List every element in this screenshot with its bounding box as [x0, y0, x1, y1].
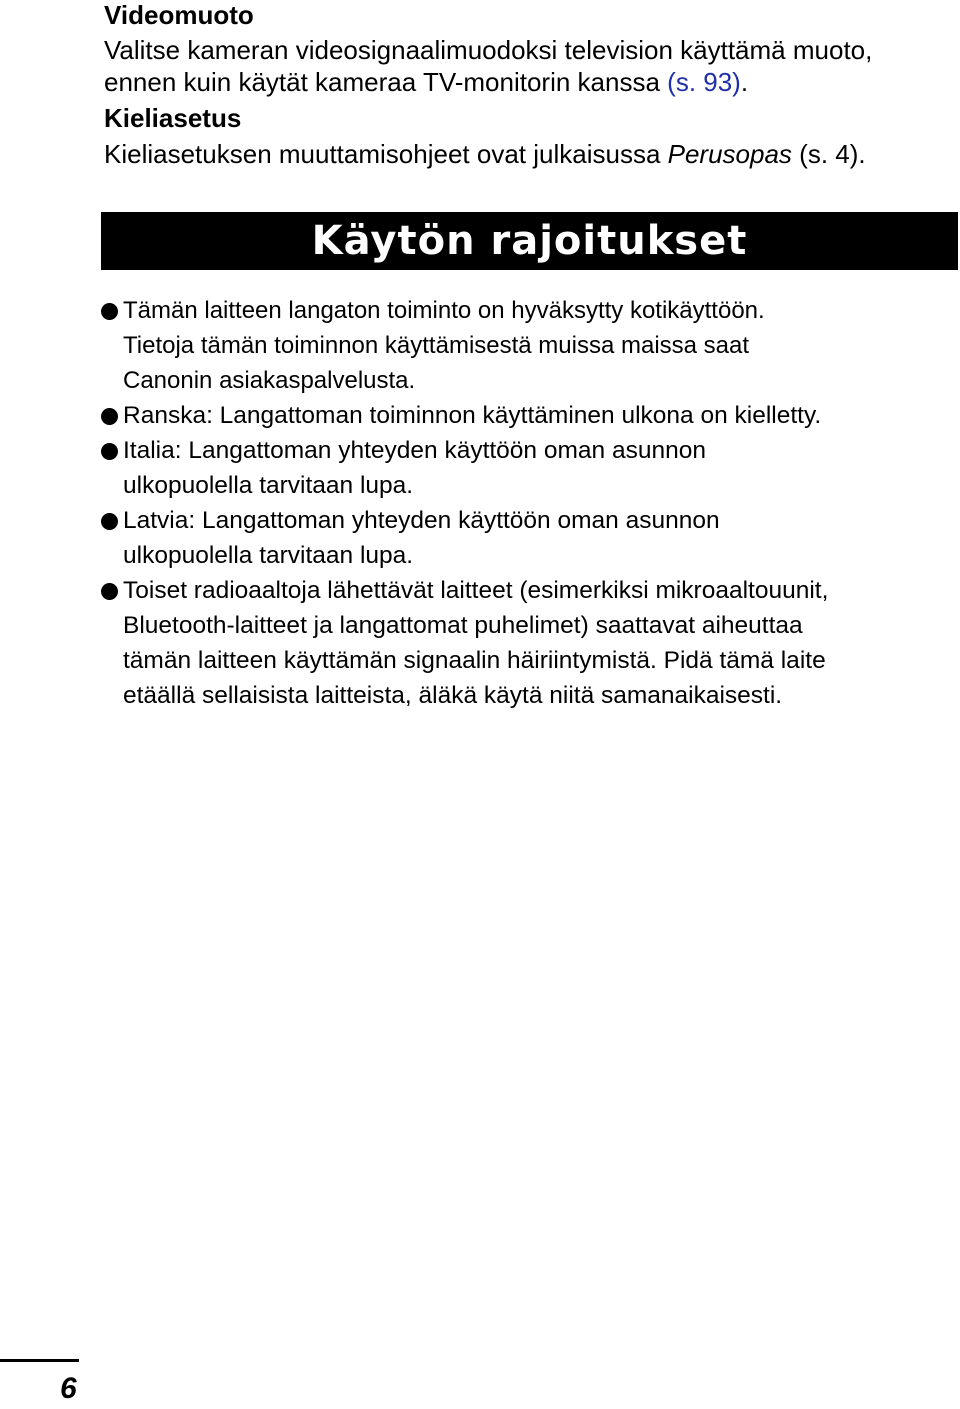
bullet-icon [101, 408, 118, 425]
basic-guide-title: Perusopas [667, 139, 792, 169]
video-format-text-line-2 [104, 67, 748, 97]
page-number: 6 [60, 1372, 77, 1405]
footer-divider [0, 1359, 79, 1362]
list-item [101, 433, 956, 503]
list-item-line: etäällä sellaisista laitteista, äläkä käytä niitä samanaikaisesti. [123, 682, 783, 709]
video-format-period: . [740, 67, 749, 97]
list-item-line: Toiset radioaaltoja lähettävät laitteet (esimerkiksi mikroaaltouunit, [123, 577, 829, 604]
list-item-line: Latvia: Langattoman yhteyden käyttöön oman asunnon [123, 507, 720, 534]
list-item [101, 573, 956, 713]
bullet-icon [101, 443, 118, 460]
list-item [101, 503, 956, 573]
list-item-line: Canonin asiakaspalvelusta. [123, 367, 416, 394]
banner-title: Käytön rajoitukset [311, 218, 748, 264]
video-format-text: ennen kuin käytät kameraa TV-monitorin kanssa [104, 67, 668, 97]
list-item-line: ulkopuolella tarvitaan lupa. [123, 472, 414, 499]
list-item-line: Bluetooth-laitteet ja langattomat puhelimet) saattavat aiheuttaa [123, 612, 803, 639]
bullet-icon [101, 513, 118, 530]
list-item-line: ulkopuolella tarvitaan lupa. [123, 542, 414, 569]
bullet-icon [101, 303, 118, 320]
language-setting-heading: Kieliasetus [104, 103, 242, 133]
section-banner [101, 212, 958, 270]
list-item-line: Tämän laitteen langaton toiminto on hyväksytty kotikäyttöön. [123, 297, 765, 324]
list-item [101, 398, 956, 433]
list-item [101, 293, 956, 398]
language-setting-text-start: Kieliasetuksen muuttamisohjeet ovat julkaisussa [104, 139, 668, 169]
language-setting-text-end: (s. 4). [791, 139, 866, 169]
list-item-line: Tietoja tämän toiminnon käyttämisestä muissa maissa saat [123, 332, 750, 359]
restrictions-list [101, 293, 956, 713]
video-format-heading: Videomuoto [104, 0, 254, 30]
list-item-line: tämän laitteen käyttämän signaalin häiriintymistä. Pidä tämä laite [123, 647, 826, 674]
page-reference-link[interactable]: (s. 93) [667, 67, 741, 97]
video-format-text-line-1: Valitse kameran videosignaalimuodoksi television käyttämä muoto, [104, 35, 873, 65]
list-item-line: Italia: Langattoman yhteyden käyttöön oman asunnon [123, 437, 706, 464]
language-setting-text [104, 139, 866, 169]
list-item-line: Ranska: Langattoman toiminnon käyttäminen ulkona on kielletty. [123, 402, 822, 429]
bullet-icon [101, 583, 118, 600]
